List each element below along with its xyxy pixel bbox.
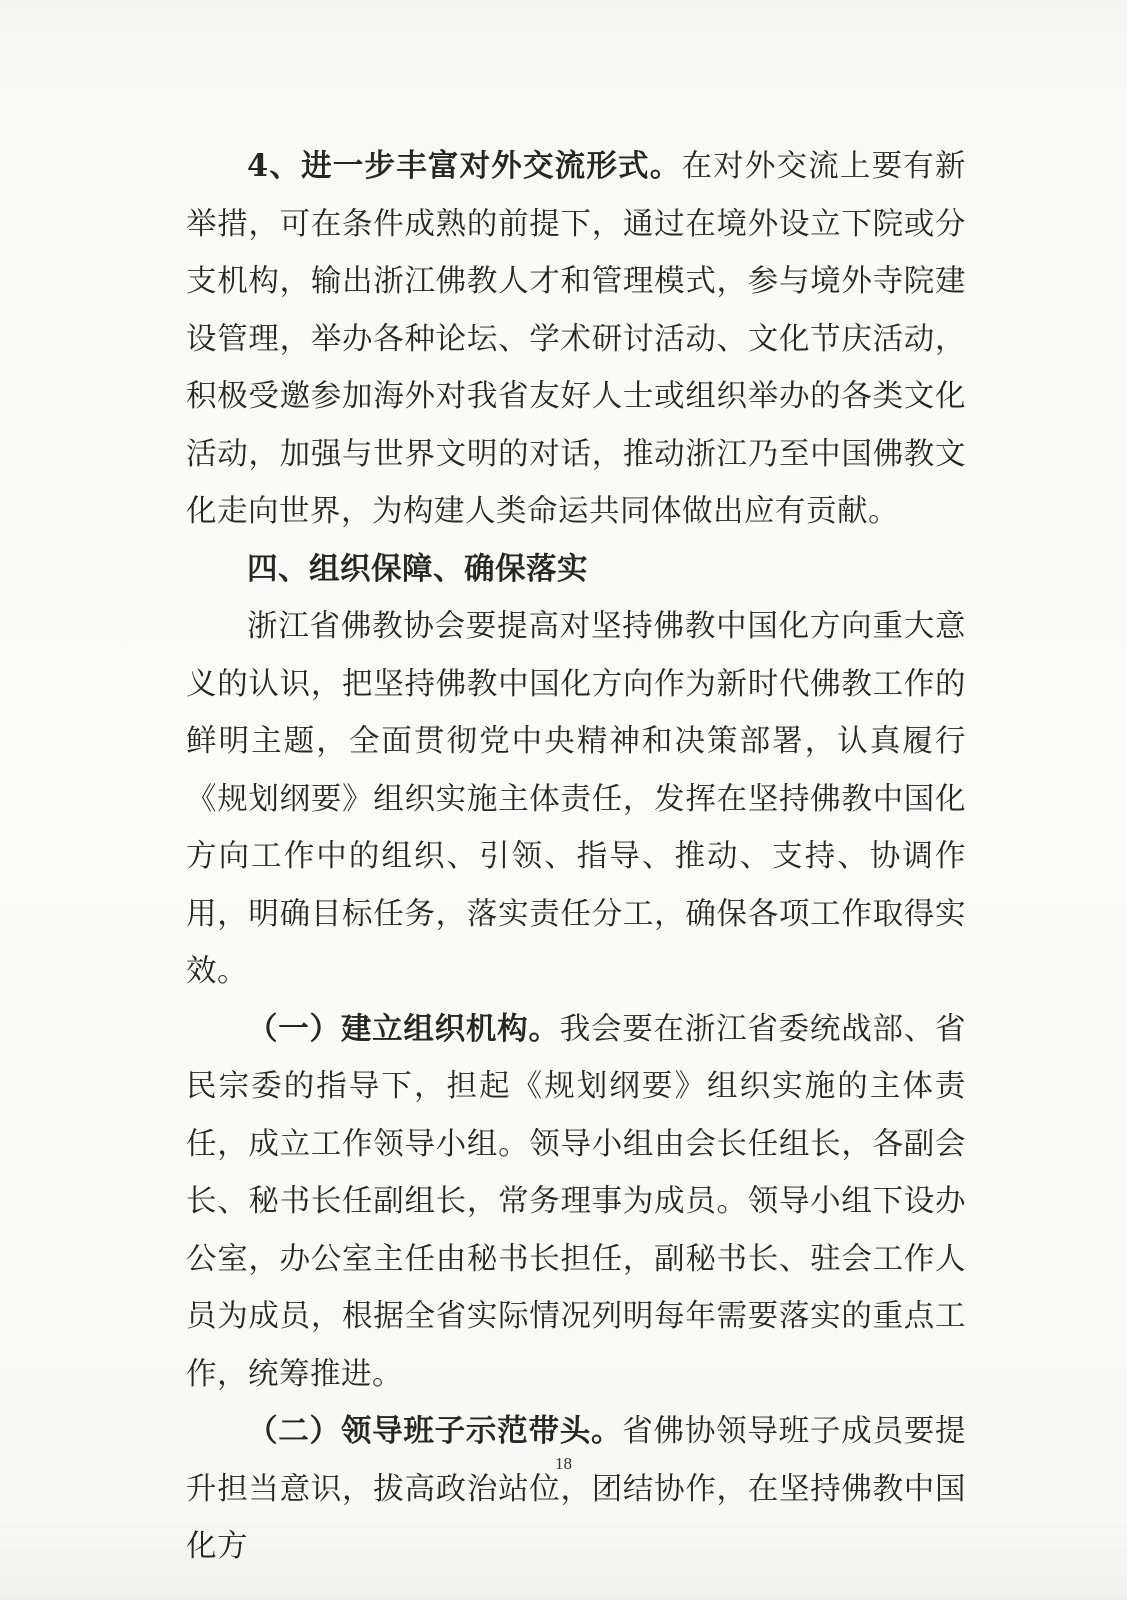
page-number: 18 bbox=[555, 1454, 572, 1473]
paragraph-text: 我会要在浙江省委统战部、省民宗委的指导下，担起《规划纲要》组织实施的主体责任，成立工作领导小组。领导小组由会长任组长，各副会长、秘书长任副组长，常务理事为成员。领导小组下设办公室，办公室主任由秘书长担任，副秘书长、驻会工作人员为成员，根据全省实际情况列明每年需要落实的重点工作，统筹推进。 bbox=[186, 1011, 967, 1392]
paragraph-establish-organization bbox=[186, 1001, 966, 1404]
paragraph-text: 在对外交流上要有新举措，可在条件成熟的前提下，通过在境外设立下院或分支机构，输出浙江佛教人才和管理模式，参与境外寺院建设管理，举办各种论坛、学术研讨活动、文化节庆活动，积极受邀参加海外对我省友好人士或组织举办的各类文化活动，加强与世界文明的对话，推动浙江乃至中国佛教文化走向世界，为构建人类命运共同体做出应有贡献。 bbox=[186, 149, 966, 529]
paragraph-leadership bbox=[186, 1403, 966, 1576]
section-heading: 四、组织保障、确保落实 bbox=[247, 550, 588, 587]
paragraph-organization bbox=[186, 598, 966, 1001]
paragraph-external-exchange bbox=[186, 138, 966, 541]
paragraph-lead: （一）建立组织机构。 bbox=[247, 1010, 560, 1047]
paragraph-lead: （二）领导班子示范带头。 bbox=[247, 1413, 623, 1449]
paragraph-text: 省佛协领导班子成员要提升担当意识，拔高政治站位，团结协作，在坚持佛教中国化方 bbox=[186, 1414, 967, 1564]
paragraph-lead: 4、进一步丰富对外交流形式。 bbox=[247, 148, 682, 184]
document-body bbox=[186, 138, 966, 1576]
paragraph-text: 浙江省佛教协会要提高对坚持佛教中国化方向重大意义的认识，把坚持佛教中国化方向作为新时代佛教工作的鲜明主题，全面贯彻党中央精神和决策部署，认真履行《规划纲要》组织实施主体责任，发挥在坚持佛教中国化方向工作中的组织、引领、指导、推动、支持、协调作用，明确目标任务，落实责任分工，确保各项工作取得实效。 bbox=[186, 609, 966, 989]
